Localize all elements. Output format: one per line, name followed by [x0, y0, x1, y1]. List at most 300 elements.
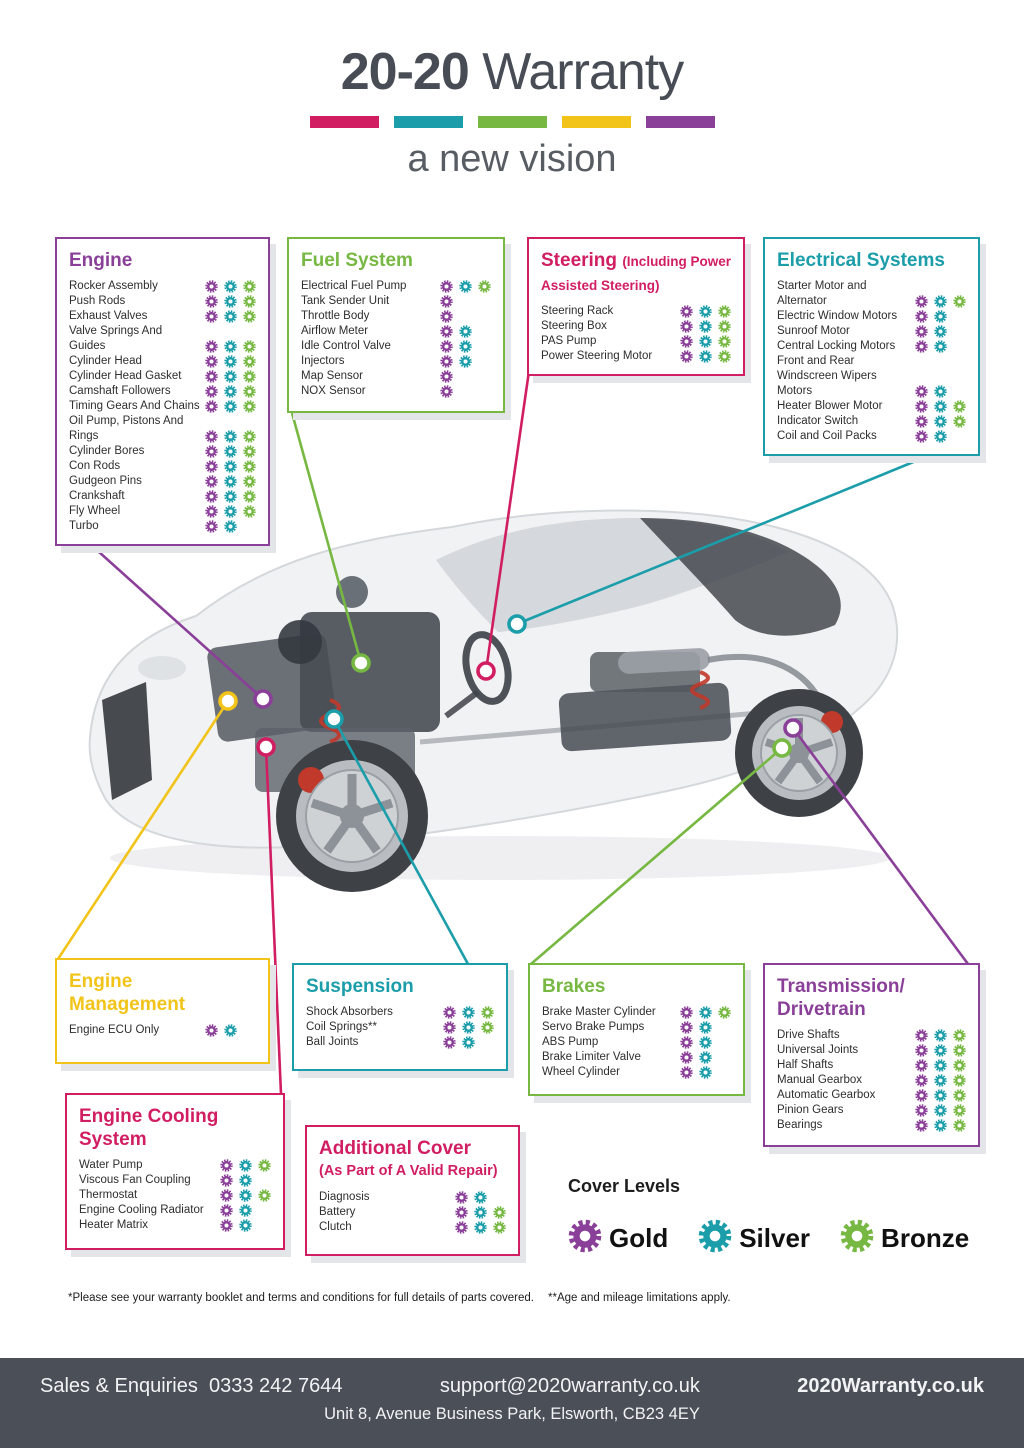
gear-icon: [239, 1174, 252, 1187]
silver-gear-icon: [236, 1159, 255, 1173]
gear-icon: [459, 325, 472, 338]
gear-icon: [680, 350, 693, 363]
silver-gear-icon: [696, 335, 715, 349]
gear-icon: [481, 1006, 494, 1019]
cover-level-gears: [202, 459, 259, 474]
covered-part-label: Indicator Switch: [777, 415, 859, 427]
empty-gear-cell: [255, 1204, 274, 1218]
silver-gear-icon: [221, 295, 240, 309]
covered-part-row: [777, 1118, 969, 1133]
silver-gear-icon: [221, 490, 240, 504]
bronze-gear-icon: [950, 1029, 969, 1043]
silver-gear-icon: [931, 415, 950, 429]
gear-icon: [915, 310, 928, 323]
gold-gear-icon: [677, 1036, 696, 1050]
cover-level-gears: [437, 354, 494, 369]
gear-icon: [224, 460, 237, 473]
silver-gear-icon: [471, 1221, 490, 1235]
gold-gear-icon: [677, 305, 696, 319]
empty-gear-cell: [475, 295, 494, 309]
silver-gear-icon: [931, 1104, 950, 1118]
covered-part-row: [306, 1020, 497, 1035]
covered-part-label: Idle Control Valve: [301, 340, 391, 352]
gear-icon: [718, 320, 731, 333]
silver-gear-icon: [221, 505, 240, 519]
gear-icon: [953, 295, 966, 308]
gear-icon: [224, 475, 237, 488]
panel-title-text: Additional Cover: [319, 1138, 472, 1159]
gear-icon: [224, 400, 237, 413]
silver-gear-icon: [459, 1021, 478, 1035]
cover-level-gears: [217, 1203, 274, 1218]
gear-icon: [915, 400, 928, 413]
gear-icon: [220, 1159, 233, 1172]
cover-level-gears: [437, 369, 494, 384]
gold-gear-icon: [437, 355, 456, 369]
cover-level-gears: [677, 349, 734, 364]
gear-icon: [718, 350, 731, 363]
footer-email: support@2020warranty.co.uk: [439, 1375, 700, 1397]
gold-gear-icon: [677, 1066, 696, 1080]
footer-website: 2020Warranty.co.uk: [797, 1375, 984, 1397]
transmission-drivetrain-panel-title: [777, 975, 969, 1021]
covered-part-row: [69, 354, 259, 369]
bronze-gear-icon: [490, 1206, 509, 1220]
silver-gear-icon: [236, 1174, 255, 1188]
gear-icon: [205, 445, 218, 458]
covered-part-label: Pinion Gears: [777, 1104, 844, 1116]
covered-part-label: Ball Joints: [306, 1036, 359, 1048]
covered-part-label: Power Steering Motor: [541, 350, 653, 362]
bronze-gear-icon: [950, 1089, 969, 1103]
covered-part-row: [79, 1188, 274, 1203]
covered-part-row: [79, 1158, 274, 1173]
empty-gear-cell: [475, 355, 494, 369]
covered-part-label: Coil Springs**: [306, 1021, 377, 1033]
silver-gear-icon: [221, 280, 240, 294]
brakes-panel: [528, 963, 745, 1096]
gear-icon: [443, 1006, 456, 1019]
cover-level-gears: [202, 474, 259, 489]
silver-gear-icon: [931, 1089, 950, 1103]
covered-part-row: [301, 339, 494, 354]
gear-icon: [455, 1191, 468, 1204]
gear-icon: [934, 1104, 947, 1117]
gear-icon: [680, 1006, 693, 1019]
covered-part-row: [69, 519, 259, 534]
gear-icon: [915, 1044, 928, 1057]
empty-gear-cell: [240, 1024, 259, 1038]
gear-icon: [205, 370, 218, 383]
cover-level-gears: [912, 1118, 969, 1133]
covered-part-row: [541, 319, 734, 334]
cover-level-gears: [677, 304, 734, 319]
bronze-gear-icon: [715, 350, 734, 364]
covered-part-label: Front and Rear Windscreen Wipers Motors: [777, 355, 877, 397]
brand-title-light: Warranty: [482, 43, 684, 101]
cover-level-bronze: [840, 1219, 969, 1258]
silver-gear-icon: [931, 310, 950, 324]
covered-part-label: Engine Cooling Radiator: [79, 1204, 204, 1216]
covered-part-row: [542, 1020, 734, 1035]
gear-icon: [220, 1189, 233, 1202]
bronze-gear-icon: [240, 475, 259, 489]
cover-level-gears: [217, 1218, 274, 1233]
covered-part-label: Battery: [319, 1206, 356, 1218]
cover-level-gears: [912, 324, 969, 339]
silver-gear-icon: [221, 430, 240, 444]
covered-part-row: [301, 324, 494, 339]
gear-icon: [224, 445, 237, 458]
gear-icon: [934, 1089, 947, 1102]
silver-gear-icon: [696, 350, 715, 364]
gear-icon: [440, 295, 453, 308]
empty-gear-cell: [255, 1219, 274, 1233]
gear-icon: [440, 385, 453, 398]
covered-part-label: Oil Pump, Pistons And Rings: [69, 415, 184, 442]
covered-part-row: [301, 279, 494, 294]
gold-gear-icon: [677, 1021, 696, 1035]
covered-part-row: [69, 444, 259, 459]
covered-part-label: Steering Rack: [541, 305, 614, 317]
cover-level-gears: [202, 369, 259, 384]
bronze-gear-icon: [478, 1006, 497, 1020]
panel-title-text: Suspension: [306, 976, 414, 997]
gold-gear-icon: [202, 370, 221, 384]
gold-gear-icon: [912, 295, 931, 309]
bronze-gear-icon: [950, 400, 969, 414]
gold-gear-icon: [452, 1191, 471, 1205]
cover-level-gears: [452, 1220, 509, 1235]
gold-gear-icon: [437, 280, 456, 294]
bronze-gear-icon: [240, 460, 259, 474]
cover-level-gears: [912, 1058, 969, 1073]
suspension-panel-title: [306, 975, 497, 998]
gold-gear-icon: [912, 400, 931, 414]
silver-gear-icon: [698, 1219, 732, 1258]
covered-part-row: [541, 334, 734, 349]
bronze-gear-icon: [240, 430, 259, 444]
gear-icon: [205, 490, 218, 503]
bronze-gear-icon: [715, 305, 734, 319]
bronze-gear-icon: [475, 280, 494, 294]
gear-icon: [243, 340, 256, 353]
gear-icon: [224, 520, 237, 533]
gear-icon: [953, 1104, 966, 1117]
covered-part-row: [69, 1023, 259, 1038]
cover-level-silver: [698, 1219, 810, 1258]
empty-gear-cell: [950, 310, 969, 324]
gold-gear-icon: [217, 1174, 236, 1188]
covered-part-row: [319, 1220, 509, 1235]
empty-gear-cell: [475, 340, 494, 354]
gold-gear-icon: [202, 490, 221, 504]
gold-gear-icon: [437, 295, 456, 309]
gold-gear-icon: [202, 460, 221, 474]
covered-part-row: [69, 279, 259, 294]
silver-gear-icon: [696, 1066, 715, 1080]
covered-part-label: Diagnosis: [319, 1191, 370, 1203]
gear-icon: [915, 1059, 928, 1072]
covered-part-row: [777, 1058, 969, 1073]
additional-cover-panel-items: [319, 1190, 509, 1235]
covered-part-label: Thermostat: [79, 1189, 138, 1201]
bronze-gear-icon: [490, 1221, 509, 1235]
gear-icon: [459, 340, 472, 353]
car-headlight: [138, 656, 186, 680]
gear-icon: [220, 1204, 233, 1217]
silver-gear-icon: [696, 1051, 715, 1065]
covered-part-row: [777, 1043, 969, 1058]
cover-level-gears: [677, 1020, 734, 1035]
cover-level-gears: [452, 1190, 509, 1205]
silver-gear-icon: [471, 1206, 490, 1220]
covered-part-row: [777, 354, 969, 399]
electrical-systems-panel-title: [777, 249, 969, 272]
gold-gear-icon: [202, 520, 221, 534]
gold-gear-icon: [912, 430, 931, 444]
gear-icon: [455, 1206, 468, 1219]
gear-icon: [239, 1189, 252, 1202]
cover-level-gears: [440, 1035, 497, 1050]
gear-icon: [680, 1051, 693, 1064]
cover-level-gears: [202, 339, 259, 354]
gold-gear-icon: [202, 445, 221, 459]
silver-gear-icon: [221, 310, 240, 324]
bronze-gear-icon: [240, 295, 259, 309]
covered-part-label: Turbo: [69, 520, 99, 532]
silver-gear-icon: [456, 355, 475, 369]
covered-part-label: PAS Pump: [541, 335, 597, 347]
gear-icon: [699, 1066, 712, 1079]
covered-part-row: [306, 1005, 497, 1020]
footer-bar: [0, 1358, 1024, 1448]
gear-icon: [699, 335, 712, 348]
cover-levels-row: [568, 1219, 998, 1258]
gear-icon: [915, 385, 928, 398]
gear-icon: [224, 295, 237, 308]
silver-gear-icon: [221, 340, 240, 354]
gear-icon: [239, 1204, 252, 1217]
fuel-system-panel-title: [301, 249, 494, 272]
bronze-gear-icon: [240, 340, 259, 354]
cover-level-gears: [677, 1035, 734, 1050]
gear-icon: [934, 430, 947, 443]
covered-part-label: Drive Shafts: [777, 1029, 840, 1041]
panel-title-text: Engine Cooling: [79, 1106, 219, 1127]
gear-icon: [205, 475, 218, 488]
connector-endpoint-engine-management: [220, 693, 236, 709]
empty-gear-cell: [478, 1036, 497, 1050]
gear-icon: [915, 325, 928, 338]
gear-icon: [224, 355, 237, 368]
gear-icon: [258, 1189, 271, 1202]
covered-part-label: Steering Box: [541, 320, 607, 332]
covered-part-label: Gudgeon Pins: [69, 475, 142, 487]
cover-level-gears: [437, 279, 494, 294]
gear-icon: [478, 280, 491, 293]
bronze-gear-icon: [950, 1059, 969, 1073]
silver-gear-icon: [696, 1006, 715, 1020]
gold-gear-icon: [677, 1006, 696, 1020]
silver-gear-icon: [236, 1204, 255, 1218]
silver-gear-icon: [931, 1044, 950, 1058]
bronze-gear-icon: [950, 1074, 969, 1088]
gear-icon: [680, 335, 693, 348]
gold-gear-icon: [217, 1204, 236, 1218]
covered-part-row: [69, 489, 259, 504]
gear-icon: [934, 340, 947, 353]
engine-management-panel: [55, 958, 270, 1064]
gold-gear-icon: [217, 1189, 236, 1203]
gold-gear-icon: [202, 310, 221, 324]
covered-part-label: Cylinder Bores: [69, 445, 145, 457]
cover-level-gears: [437, 339, 494, 354]
covered-part-label: Sunroof Motor: [777, 325, 850, 337]
transmission-drivetrain-panel: [763, 963, 980, 1147]
covered-part-row: [777, 324, 969, 339]
gold-gear-icon: [437, 325, 456, 339]
covered-part-row: [777, 399, 969, 414]
bronze-gear-icon: [240, 370, 259, 384]
gear-icon: [220, 1174, 233, 1187]
covered-part-row: [777, 429, 969, 444]
gear-icon: [440, 325, 453, 338]
gold-gear-icon: [677, 350, 696, 364]
silver-gear-icon: [456, 340, 475, 354]
empty-gear-cell: [240, 520, 259, 534]
gear-icon: [243, 400, 256, 413]
gear-icon: [243, 310, 256, 323]
cover-level-gears: [677, 1065, 734, 1080]
cover-level-gears: [437, 384, 494, 399]
gear-icon: [205, 460, 218, 473]
covered-part-label: Half Shafts: [777, 1059, 834, 1071]
gear-icon: [840, 1219, 874, 1253]
covered-part-label: Water Pump: [79, 1159, 143, 1171]
gear-icon: [243, 430, 256, 443]
panel-title-text: Engine: [69, 971, 133, 992]
covered-part-row: [306, 1035, 497, 1050]
empty-gear-cell: [715, 1051, 734, 1065]
gear-icon: [243, 445, 256, 458]
panel-title-text: Management: [69, 994, 186, 1015]
empty-gear-cell: [715, 1021, 734, 1035]
covered-part-row: [542, 1005, 734, 1020]
covered-part-row: [69, 324, 259, 354]
gear-icon: [934, 1044, 947, 1057]
gear-icon: [915, 430, 928, 443]
cover-level-gears: [202, 309, 259, 324]
cover-level-gears: [912, 339, 969, 354]
covered-part-row: [777, 309, 969, 324]
connector-endpoint-suspension: [326, 711, 342, 727]
covered-part-row: [301, 294, 494, 309]
cover-level-gears: [202, 519, 259, 534]
gold-gear-icon: [452, 1206, 471, 1220]
gear-icon: [239, 1159, 252, 1172]
bronze-gear-icon: [715, 320, 734, 334]
cover-level-gears: [912, 384, 969, 399]
panel-title-suffix: (Including Power Assisted Steering): [541, 254, 732, 293]
cover-level-gears: [202, 489, 259, 504]
empty-gear-cell: [715, 1036, 734, 1050]
connector-endpoint-brakes: [774, 740, 790, 756]
cover-level-gears: [912, 414, 969, 429]
gear-icon: [474, 1191, 487, 1204]
covered-part-row: [319, 1190, 509, 1205]
gear-icon: [934, 1029, 947, 1042]
silver-gear-icon: [931, 1119, 950, 1133]
cover-level-gears: [912, 309, 969, 324]
gold-gear-icon: [437, 370, 456, 384]
gear-icon: [680, 305, 693, 318]
covered-part-label: Manual Gearbox: [777, 1074, 863, 1086]
cover-level-gears: [437, 324, 494, 339]
covered-part-row: [301, 369, 494, 384]
gear-icon: [243, 475, 256, 488]
steering-panel-title: [541, 249, 734, 297]
covered-part-row: [79, 1203, 274, 1218]
empty-gear-cell: [456, 310, 475, 324]
gold-gear-icon: [912, 325, 931, 339]
panel-title-text: Electrical Systems: [777, 250, 945, 271]
silver-gear-icon: [696, 320, 715, 334]
gold-gear-icon: [202, 280, 221, 294]
gear-icon: [459, 355, 472, 368]
covered-part-row: [542, 1065, 734, 1080]
gear-icon: [224, 310, 237, 323]
gear-icon: [243, 505, 256, 518]
gear-icon: [698, 1219, 732, 1253]
gold-gear-icon: [437, 340, 456, 354]
gear-icon: [440, 370, 453, 383]
brakes-panel-items: [542, 1005, 734, 1080]
gold-gear-icon: [202, 340, 221, 354]
silver-gear-icon: [931, 1029, 950, 1043]
cover-level-gears: [202, 354, 259, 369]
connector-endpoint-transmission: [785, 720, 801, 736]
gear-icon: [243, 295, 256, 308]
gear-icon: [462, 1021, 475, 1034]
empty-gear-cell: [475, 325, 494, 339]
bronze-gear-icon: [950, 1104, 969, 1118]
gear-icon: [224, 505, 237, 518]
gear-icon: [680, 1021, 693, 1034]
gear-icon: [440, 355, 453, 368]
covered-part-label: Brake Limiter Valve: [542, 1051, 641, 1063]
footer-sales: [40, 1375, 342, 1398]
cover-level-gears: [202, 399, 259, 414]
connector-endpoint-fuel-system: [353, 655, 369, 671]
cover-level-gears: [437, 309, 494, 324]
covered-part-label: Camshaft Followers: [69, 385, 171, 397]
gear-icon: [915, 1074, 928, 1087]
gear-icon: [205, 340, 218, 353]
cover-levels-legend: [568, 1176, 998, 1258]
gear-icon: [493, 1221, 506, 1234]
covered-part-row: [777, 1103, 969, 1118]
covered-part-label: Bearings: [777, 1119, 823, 1131]
gear-icon: [934, 400, 947, 413]
bronze-gear-icon: [240, 385, 259, 399]
connector-endpoint-engine-cooling: [258, 739, 274, 755]
cover-level-gears: [217, 1188, 274, 1203]
gear-icon: [239, 1219, 252, 1232]
covered-part-label: Valve Springs And Guides: [69, 325, 163, 352]
gear-icon: [953, 415, 966, 428]
steering-panel-items: [541, 304, 734, 364]
